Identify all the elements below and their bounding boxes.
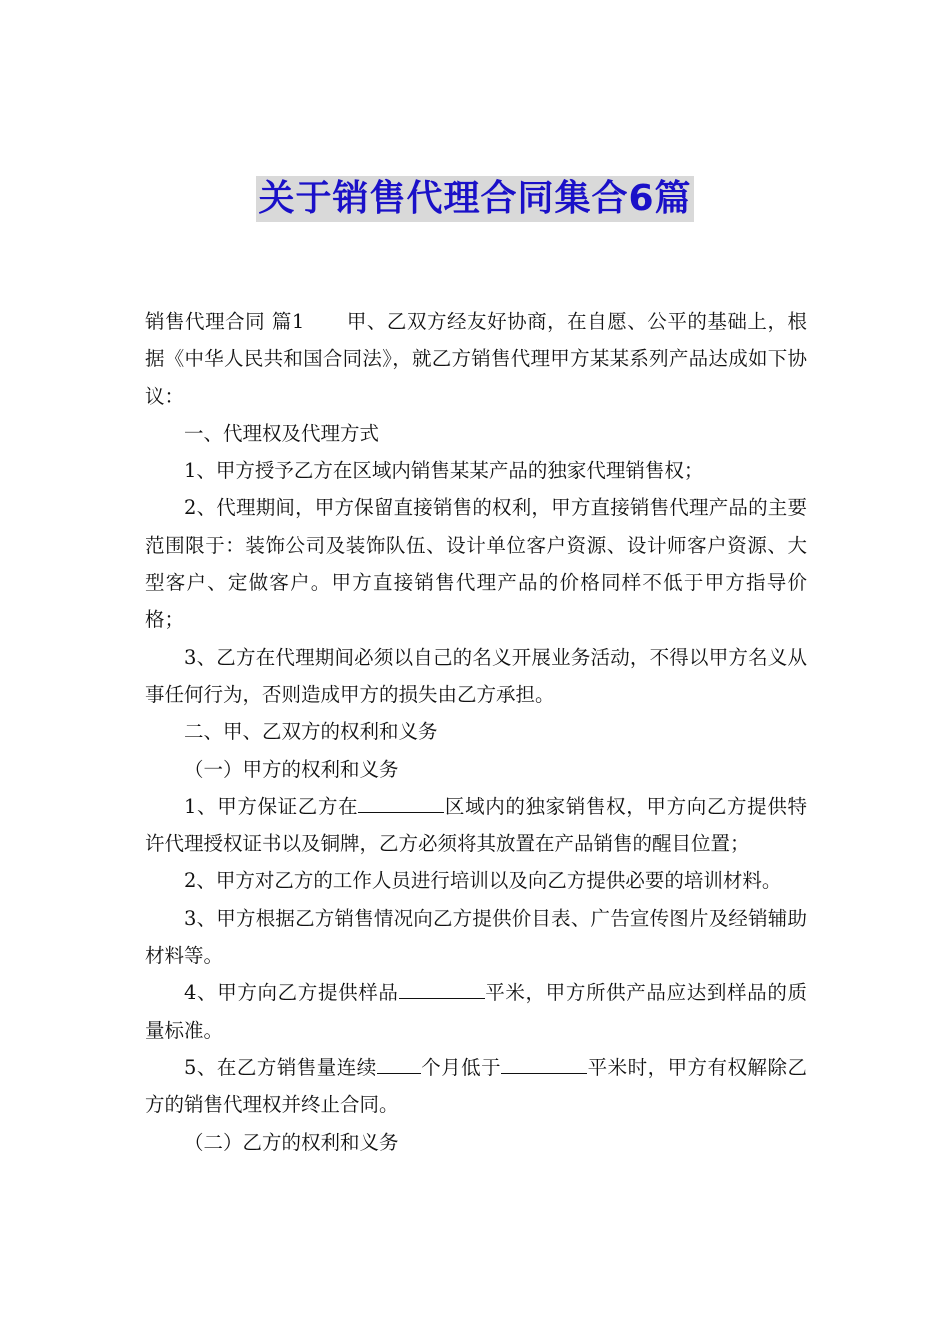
section-1-item-2: 2、代理期间，甲方保留直接销售的权利，甲方直接销售代理产品的主要范围限于：装饰公司及装饰队伍、设计单位客户资源、设计师客户资源、大型客户、定做客户。甲方直接销售代理产品的价格同样不低于甲方指导价格； [145, 496, 807, 632]
party-a-item-2: 2、甲方对乙方的工作人员进行培训以及向乙方提供必要的培训材料。 [184, 869, 782, 893]
fill-in-blank [358, 811, 444, 813]
section-1-item-3: 3、乙方在代理期间必须以自己的名义开展业务活动，不得以甲方名义从事任何行为，否则造成甲方的损失由乙方承担。 [145, 645, 807, 706]
contract-label: 销售代理合同 篇1 [145, 310, 305, 333]
document-body [145, 303, 807, 1161]
fill-in-blank [501, 1072, 587, 1074]
item-4-text-after: 平米，甲方所供产品应达到样品的质量标准。 [145, 981, 807, 1042]
party-a-item-5 [145, 1049, 807, 1124]
item-4-text-before: 4、甲方向乙方提供样品 [184, 981, 399, 1005]
fill-in-blank [399, 997, 485, 999]
item-1-text-before: 1、甲方保证乙方在 [184, 794, 359, 818]
subsection-2-heading: （二）乙方的权利和义务 [184, 1130, 399, 1154]
item-5-text-middle: 个月低于 [420, 1055, 502, 1079]
item-1-text-after: 区域内的独家销售权，甲方向乙方提供特许代理授权证书以及铜牌，乙方必须将其放置在产品销售的醒目位置； [145, 794, 807, 856]
item-5-text-before: 5、在乙方销售量连续 [184, 1055, 377, 1079]
section-1-heading: 一、代理权及代理方式 [184, 421, 380, 445]
intro-text: 甲、乙双方经友好协商，在自愿、公平的基础上，根据《中华人民共和国合同法》，就乙方销售代理甲方某某系列产品达成如下协议： [145, 310, 807, 408]
item-5-text-after: 平米时，甲方有权解除乙方的销售代理权并终止合同。 [145, 1055, 807, 1117]
document-title: 关于销售代理合同集合6篇 [256, 176, 693, 222]
party-a-item-4 [145, 974, 807, 1049]
party-a-item-1 [145, 788, 807, 863]
section-2-heading: 二、甲、乙双方的权利和义务 [184, 720, 438, 744]
title-container [0, 176, 950, 222]
fill-in-blank [377, 1072, 421, 1074]
party-a-item-3: 3、甲方根据乙方销售情况向乙方提供价目表、广告宣传图片及经销辅助材料等。 [145, 906, 807, 968]
section-1-item-1: 1、甲方授予乙方在区域内销售某某产品的独家代理销售权； [184, 459, 704, 483]
intro-paragraph [145, 303, 807, 415]
subsection-1-heading: （一）甲方的权利和义务 [184, 757, 399, 781]
